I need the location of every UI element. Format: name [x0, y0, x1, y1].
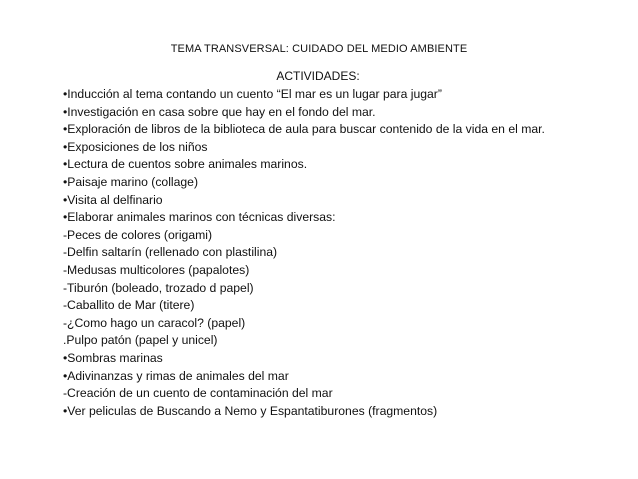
- list-item: •Ver peliculas de Buscando a Nemo y Espantatiburones (fragmentos): [63, 403, 438, 418]
- list-item: -Tiburón (boleado, trozado d papel): [63, 280, 254, 295]
- list-item: -Peces de colores (origami): [63, 227, 213, 242]
- list-item: -Caballito de Mar (titere): [63, 298, 195, 313]
- list-item: -¿Como hago un caracol? (papel): [63, 315, 246, 330]
- activities-heading: ACTIVIDADES:: [276, 69, 360, 83]
- list-item: •Visita al delfinario: [63, 192, 163, 207]
- document-title: TEMA TRANSVERSAL: CUIDADO DEL MEDIO AMBIENTE: [170, 43, 468, 55]
- activities-list: [63, 86, 623, 420]
- list-item: .Pulpo patón (papel y unicel): [63, 333, 218, 348]
- list-item: -Creación de un cuento de contaminación del mar: [63, 386, 333, 401]
- list-item: •Elaborar animales marinos con técnicas diversas:: [63, 210, 336, 225]
- list-item: •Lectura de cuentos sobre animales marinos.: [63, 157, 308, 172]
- list-item: •Adivinanzas y rimas de animales del mar: [63, 368, 289, 383]
- list-item: •Exposiciones de los niños: [63, 139, 208, 154]
- list-item: •Sombras marinas: [63, 350, 163, 365]
- list-item: •Paisaje marino (collage): [63, 174, 199, 189]
- list-item: •Exploración de libros de la biblioteca de aula para buscar contenido de la vida en el mar.: [63, 122, 545, 137]
- list-item: -Medusas multicolores (papalotes): [63, 262, 250, 277]
- list-item: •Investigación en casa sobre que hay en el fondo del mar.: [63, 104, 376, 119]
- list-item: •Inducción al tema contando un cuento “El mar es un lugar para jugar”: [63, 87, 442, 101]
- list-item: -Delfin saltarín (rellenado con plastilina): [63, 245, 278, 260]
